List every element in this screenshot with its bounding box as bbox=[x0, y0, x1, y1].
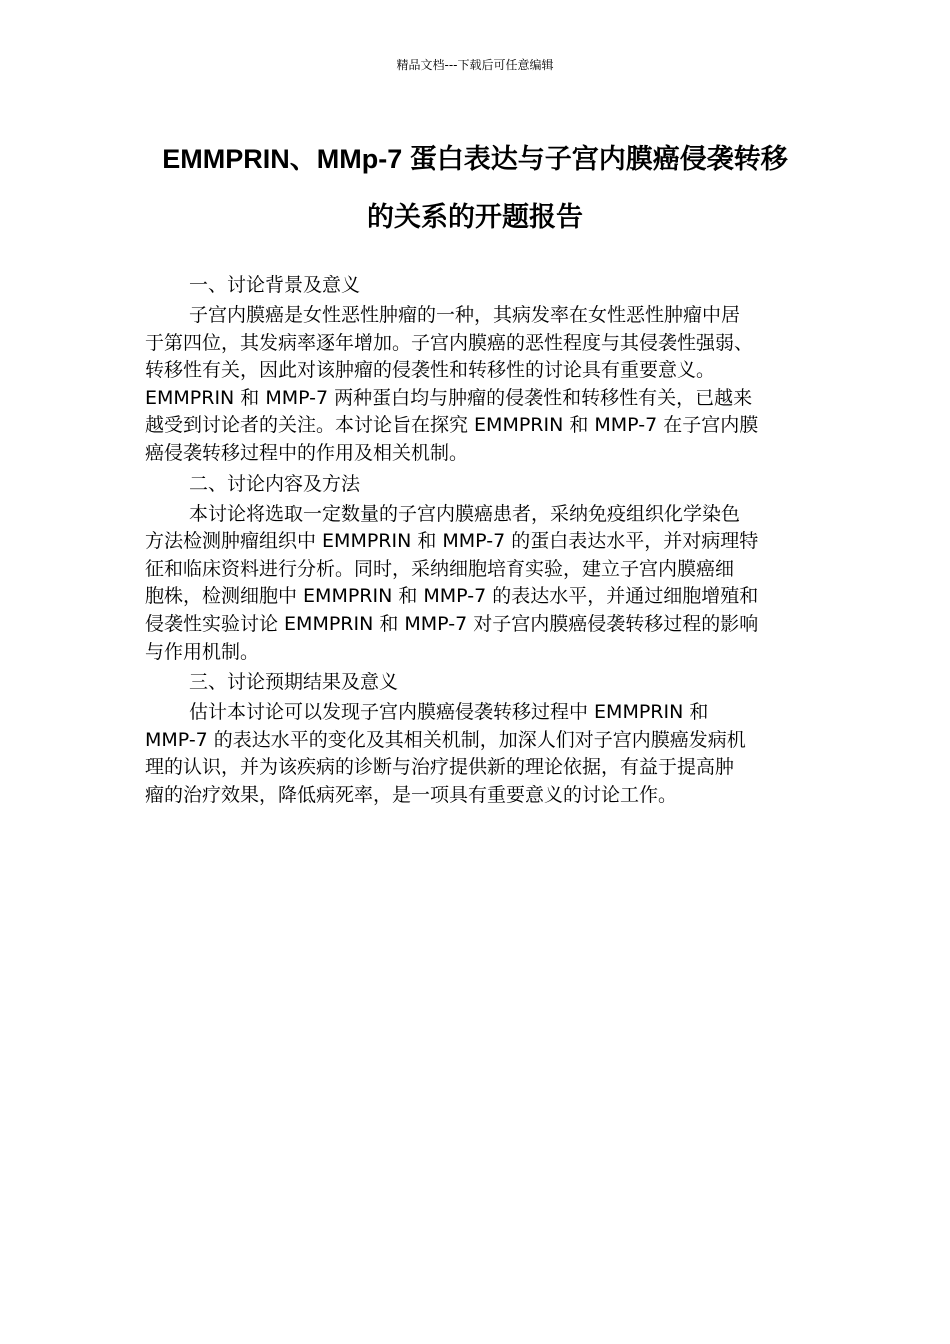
paragraph-line: EMMPRIN 和 MMP-7 两种蛋白均与肿瘤的侵袭性和转移性有关，已越来 bbox=[145, 386, 753, 409]
paragraph-line: 本讨论将选取一定数量的子宫内膜癌患者，采纳免疫组织化学染色 bbox=[189, 502, 741, 525]
paragraph-line: 估计本讨论可以发现子宫内膜癌侵袭转移过程中 EMMPRIN 和 bbox=[189, 701, 709, 724]
paragraph-line: 与作用机制。 bbox=[145, 640, 260, 663]
section-paragraph bbox=[145, 302, 809, 468]
paragraph-line: 癌侵袭转移过程中的作用及相关机制。 bbox=[145, 441, 469, 464]
section-expected-results bbox=[145, 668, 809, 809]
section-paragraph bbox=[145, 501, 809, 667]
document-title-line-1: EMMPRIN、MMp-7 蛋白表达与子宫内膜癌侵袭转移 bbox=[162, 144, 788, 174]
section-paragraph bbox=[145, 699, 809, 809]
paragraph-line: 理的认识，并为该疾病的诊断与治疗提供新的理论依据，有益于提高肿 bbox=[145, 756, 735, 779]
paragraph-line: 子宫内膜癌是女性恶性肿瘤的一种，其病发率在女性恶性肿瘤中居 bbox=[189, 304, 741, 326]
paragraph-line: 侵袭性实验讨论 EMMPRIN 和 MMP-7 对子宫内膜癌侵袭转移过程的影响 bbox=[145, 612, 759, 635]
section-heading: 一、讨论背景及意义 bbox=[189, 274, 361, 296]
document-title bbox=[140, 130, 810, 246]
paragraph-line: MMP-7 的表达水平的变化及其相关机制，加深人们对子宫内膜癌发病机 bbox=[145, 728, 746, 751]
section-heading: 二、讨论内容及方法 bbox=[189, 472, 361, 495]
paragraph-line: 征和临床资料进行分析。同时，采纳细胞培育实验，建立子宫内膜癌细 bbox=[145, 557, 735, 580]
paragraph-line: 于第四位，其发病率逐年增加。子宫内膜癌的恶性程度与其侵袭性强弱、 bbox=[145, 331, 754, 354]
section-content-methods bbox=[145, 470, 809, 667]
section-background bbox=[145, 271, 809, 468]
document-body bbox=[145, 271, 809, 812]
paragraph-line: 越受到讨论者的关注。本讨论旨在探究 EMMPRIN 和 MMP-7 在子宫内膜 bbox=[145, 414, 759, 437]
paragraph-line: 方法检测肿瘤组织中 EMMPRIN 和 MMP-7 的蛋白表达水平，并对病理特 bbox=[145, 530, 759, 553]
section-heading: 三、讨论预期结果及意义 bbox=[189, 671, 399, 694]
paragraph-line: 转移性有关，因此对该肿瘤的侵袭性和转移性的讨论具有重要意义。 bbox=[145, 359, 716, 382]
page-header-watermark: 精品文档---下载后可任意编辑 bbox=[396, 58, 554, 72]
paragraph-line: 瘤的治疗效果，降低病死率，是一项具有重要意义的讨论工作。 bbox=[145, 783, 678, 806]
paragraph-line: 胞株，检测细胞中 EMMPRIN 和 MMP-7 的表达水平，并通过细胞增殖和 bbox=[145, 585, 759, 608]
document-title-line-2: 的关系的开题报告 bbox=[367, 202, 583, 232]
